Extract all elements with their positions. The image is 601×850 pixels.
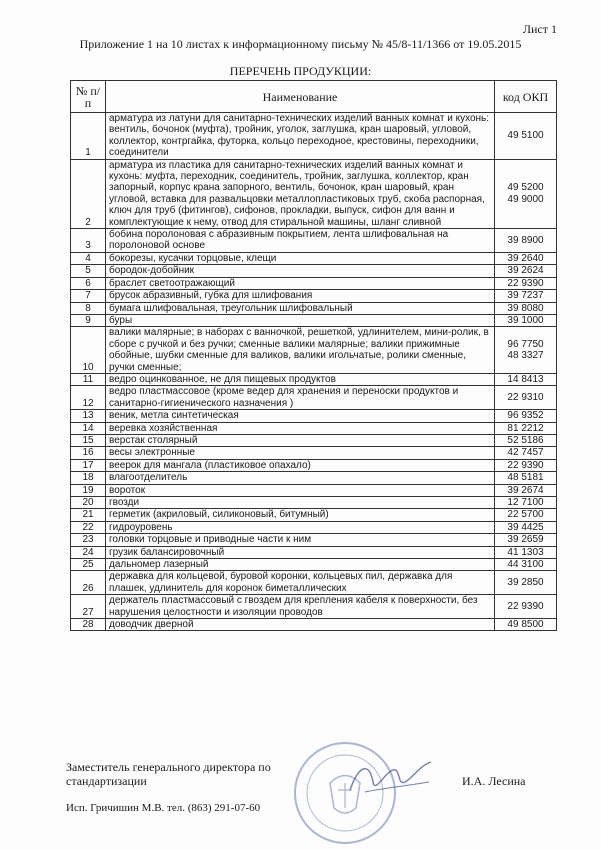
product-name: дальномер лазерный [106,559,495,571]
okp-code: 39 2850 [495,571,557,595]
table-row [71,447,557,459]
row-number: 13 [71,410,106,422]
table-row [71,159,557,228]
row-number: 2 [71,159,106,228]
sheet-number: Лист 1 [522,22,557,36]
okp-code: 14 8413 [495,373,557,385]
signatory-name: И.А. Лесина [462,774,526,788]
product-name: державка для кольцевой, буровой коронки, кольцевых пил, державка для плашек, удлинитель для коронок биметаллических [106,571,495,595]
row-number: 15 [71,434,106,446]
table-row [71,422,557,434]
okp-code: 96 9352 [495,410,557,422]
okp-code: 41 1303 [495,546,557,558]
product-name: весы электронные [106,447,495,459]
product-name: головки торцовые и приводные части к ним [106,534,495,546]
okp-code: 39 2659 [495,534,557,546]
product-name: гвозди [106,497,495,509]
row-number: 8 [71,302,106,314]
product-name: валики малярные; в наборах с ванночкой, решеткой, удлинителем, мини-ролик, в сборе с ручкой и без ручки; сменные валики малярные; валики прижимные обойные, шубки сменные для валиков, валики игольчатые, ролики сменные, ручки сменные; [106,327,495,374]
product-name: буры [106,314,495,326]
row-number: 14 [71,422,106,434]
table-row [71,571,557,595]
product-name: бумага шлифовальная, треугольник шлифовальный [106,302,495,314]
okp-code: 52 5186 [495,434,557,446]
table-row [71,113,557,160]
table-row [71,521,557,533]
row-number: 25 [71,559,106,571]
row-number: 24 [71,546,106,558]
product-name: бобина поролоновая с абразивным покрытием, лента шлифовальная на поролоновой основе [106,229,495,253]
okp-code: 39 1000 [495,314,557,326]
okp-code: 39 8080 [495,302,557,314]
okp-code: 48 5181 [495,472,557,484]
table-row [71,410,557,422]
table-row [71,277,557,289]
product-name: грузик балансировочный [106,546,495,558]
row-number: 3 [71,229,106,253]
row-number: 20 [71,497,106,509]
table-row [71,595,557,619]
okp-code: 39 4425 [495,521,557,533]
product-name: гидроуровень [106,521,495,533]
table-row [71,265,557,277]
product-name: герметик (акриловый, силиконовый, битумный) [106,509,495,521]
product-name: ведро оцинкованное, не для пищевых продуктов [106,373,495,385]
okp-code: 12 7100 [495,497,557,509]
product-name: брусок абразивный, губка для шлифования [106,290,495,302]
table-row [71,619,557,631]
row-number: 10 [71,327,106,374]
okp-code: 39 2674 [495,484,557,496]
product-name: веерок для мангала (пластиковое опахало) [106,459,495,471]
product-name: браслет светоотражающий [106,277,495,289]
row-number: 23 [71,534,106,546]
row-number: 28 [71,619,106,631]
okp-code: 96 7750 48 3327 [495,327,557,374]
row-number: 1 [71,113,106,160]
okp-code: 22 9390 [495,277,557,289]
column-header-num: № п/п [71,81,106,113]
okp-code: 22 9310 [495,386,557,410]
okp-code: 39 2624 [495,265,557,277]
okp-code: 42 7457 [495,447,557,459]
product-name: доводчик дверной [106,619,495,631]
product-name: арматура из латуни для санитарно-технических изделий ванных комнат и кухонь: вентиль, бочонок (муфта), тройник, уголок, заглушка, кран шаровый, угловой, коллектор, контргайка, футорка, кольцо переходное, крестовины, переходники, соединители [106,113,495,160]
row-number: 17 [71,459,106,471]
table-row [71,484,557,496]
table-row [71,534,557,546]
table-row [71,386,557,410]
okp-code: 49 5200 49 9000 [495,159,557,228]
okp-code: 39 8900 [495,229,557,253]
okp-code: 39 2640 [495,252,557,264]
signatory-position: Заместитель генерального директора по стандартизации [66,760,271,788]
okp-code: 39 7237 [495,290,557,302]
product-name: бородок-добойник [106,265,495,277]
product-name: влагоотделитель [106,472,495,484]
table-row [71,497,557,509]
row-number: 16 [71,447,106,459]
product-name: арматура из пластика для санитарно-технических изделий ванных комнат и кухонь: муфта, переходник, соединитель, тройник, заглушка, коллектор, кран запорный, корпус крана запорного, вентиль, бочонок, кран шаровый, кран угловой, вставка для развальцовки металлопластиковых труб, скоба распорная, ключ для труб (фитингов), сифонов, прокладки, выпуск, сифон для ванн и комплектующие к нему, отвод для стиральной машины, шланг сливной [106,159,495,228]
table-row [71,559,557,571]
product-name: держатель пластмассовый с гвоздем для крепления кабеля к поверхности, без нарушения целостности и изоляции проводов [106,595,495,619]
executor-contact: Исп. Гричишин М.В. тел. (863) 291-07-60 [66,802,261,814]
product-name: вороток [106,484,495,496]
row-number: 5 [71,265,106,277]
products-table [70,80,557,631]
table-row [71,373,557,385]
row-number: 22 [71,521,106,533]
row-number: 18 [71,472,106,484]
product-name: ведро пластмассовое (кроме ведер для хранения и переноски продуктов и санитарно-гигиенического назначения ) [106,386,495,410]
row-number: 4 [71,252,106,264]
okp-code: 44 3100 [495,559,557,571]
product-name: веник, метла синтетическая [106,410,495,422]
okp-code: 22 5700 [495,509,557,521]
okp-code: 22 9390 [495,459,557,471]
row-number: 11 [71,373,106,385]
okp-code: 22 9390 [495,595,557,619]
table-row [71,290,557,302]
okp-code: 49 5100 [495,113,557,160]
product-name: бокорезы, кусачки торцовые, клещи [106,252,495,264]
row-number: 26 [71,571,106,595]
row-number: 7 [71,290,106,302]
table-row [71,509,557,521]
product-name: веревка хозяйственная [106,422,495,434]
table-row [71,472,557,484]
okp-code: 81 2212 [495,422,557,434]
table-row [71,546,557,558]
okp-code: 49 8500 [495,619,557,631]
product-name: верстак столярный [106,434,495,446]
row-number: 12 [71,386,106,410]
column-header-name: Наименование [106,81,495,113]
table-row [71,229,557,253]
table-row [71,302,557,314]
table-row [71,434,557,446]
row-number: 6 [71,277,106,289]
handwritten-signature [345,752,435,802]
row-number: 9 [71,314,106,326]
row-number: 27 [71,595,106,619]
appendix-line: Приложение 1 на 10 листах к информационному письму № 45/8-11/1366 от 19.05.2015 [79,37,522,51]
row-number: 21 [71,509,106,521]
table-header-row [71,81,557,113]
row-number: 19 [71,484,106,496]
list-title: ПЕРЕЧЕНЬ ПРОДУКЦИИ: [229,64,372,78]
table-row [71,459,557,471]
table-row [71,314,557,326]
column-header-code: код ОКП [495,81,557,113]
table-row [71,327,557,374]
table-row [71,252,557,264]
